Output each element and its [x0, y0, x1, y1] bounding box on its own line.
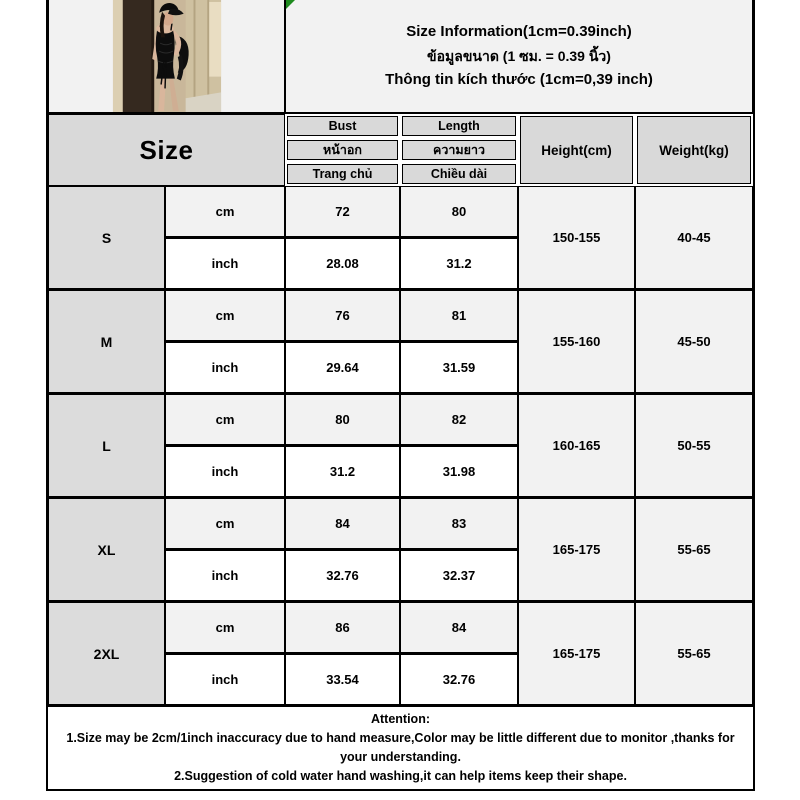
attention-line-1: 1.Size may be 2cm/1inch inaccuracy due to hand measure,Color may be little different due to monitor ,thanks for your understanding. [66, 731, 735, 764]
weight-range-value: 50-55 [635, 394, 753, 498]
bust-inch-value: 32.76 [285, 550, 400, 602]
title-line-th: ข้อมูลขนาด (1 ซม. = 0.39 นิ้ว) [427, 48, 611, 64]
weight-column-header: Weight(kg) [637, 116, 751, 184]
height-column-header: Height(cm) [520, 116, 633, 184]
length-inch-value: 31.98 [400, 446, 518, 498]
unit-inch-label: inch [165, 238, 285, 290]
bust-cm-value: 76 [285, 290, 400, 342]
length-cm-value: 80 [400, 186, 518, 238]
length-inch-value: 32.76 [400, 654, 518, 706]
weight-range-value: 55-65 [635, 602, 753, 706]
height-range-value: 160-165 [518, 394, 635, 498]
length-inch-value: 31.59 [400, 342, 518, 394]
product-photo [112, 0, 222, 112]
unit-cm-label: cm [165, 186, 285, 238]
length-cm-value: 82 [400, 394, 518, 446]
bust-inch-value: 33.54 [285, 654, 400, 706]
bust-cm-value: 72 [285, 186, 400, 238]
attention-note [48, 706, 753, 789]
size-label-s: S [48, 186, 165, 290]
attention-line-2: 2.Suggestion of cold water hand washing,it can help items keep their shape. [174, 769, 627, 783]
length-inch-value: 32.37 [400, 550, 518, 602]
weight-range-value: 45-50 [635, 290, 753, 394]
unit-inch-label: inch [165, 446, 285, 498]
bust-cm-value: 84 [285, 498, 400, 550]
height-range-value: 155-160 [518, 290, 635, 394]
bust-inch-value: 29.64 [285, 342, 400, 394]
bust-inch-value: 31.2 [285, 446, 400, 498]
size-label-l: L [48, 394, 165, 498]
length-cm-value: 81 [400, 290, 518, 342]
title-line-en: Size Information(1cm=0.39inch) [406, 23, 632, 40]
unit-cm-label: cm [165, 394, 285, 446]
size-label-m: M [48, 290, 165, 394]
attention-title: Attention: [370, 712, 430, 726]
length-header-en: Length [402, 116, 516, 136]
weight-range-value: 55-65 [635, 498, 753, 602]
length-header-th: ความยาว [402, 140, 516, 160]
unit-cm-label: cm [165, 498, 285, 550]
product-photo-cell [48, 0, 285, 114]
green-corner-marker-icon [286, 0, 295, 9]
length-cm-value: 84 [400, 602, 518, 654]
unit-inch-label: inch [165, 550, 285, 602]
title-line-vi: Thông tin kích thước (1cm=0,39 inch) [385, 71, 653, 88]
size-chart-table [46, 0, 755, 791]
unit-inch-label: inch [165, 654, 285, 706]
length-inch-value: 31.2 [400, 238, 518, 290]
size-label-xl: XL [48, 498, 165, 602]
unit-cm-label: cm [165, 290, 285, 342]
bust-header-en: Bust [287, 116, 398, 136]
weight-range-value: 40-45 [635, 186, 753, 290]
bust-cm-value: 86 [285, 602, 400, 654]
height-range-value: 150-155 [518, 186, 635, 290]
length-header-vi: Chiều dài [402, 164, 516, 184]
size-info-title-cell [285, 0, 753, 114]
bust-header-th: หน้าอก [287, 140, 398, 160]
height-range-value: 165-175 [518, 498, 635, 602]
bust-header-vi: Trang chủ [287, 164, 398, 184]
bust-inch-value: 28.08 [285, 238, 400, 290]
bust-cm-value: 80 [285, 394, 400, 446]
height-range-value: 165-175 [518, 602, 635, 706]
size-column-header: Size [48, 114, 285, 186]
length-cm-value: 83 [400, 498, 518, 550]
unit-inch-label: inch [165, 342, 285, 394]
unit-cm-label: cm [165, 602, 285, 654]
size-label-2xl: 2XL [48, 602, 165, 706]
